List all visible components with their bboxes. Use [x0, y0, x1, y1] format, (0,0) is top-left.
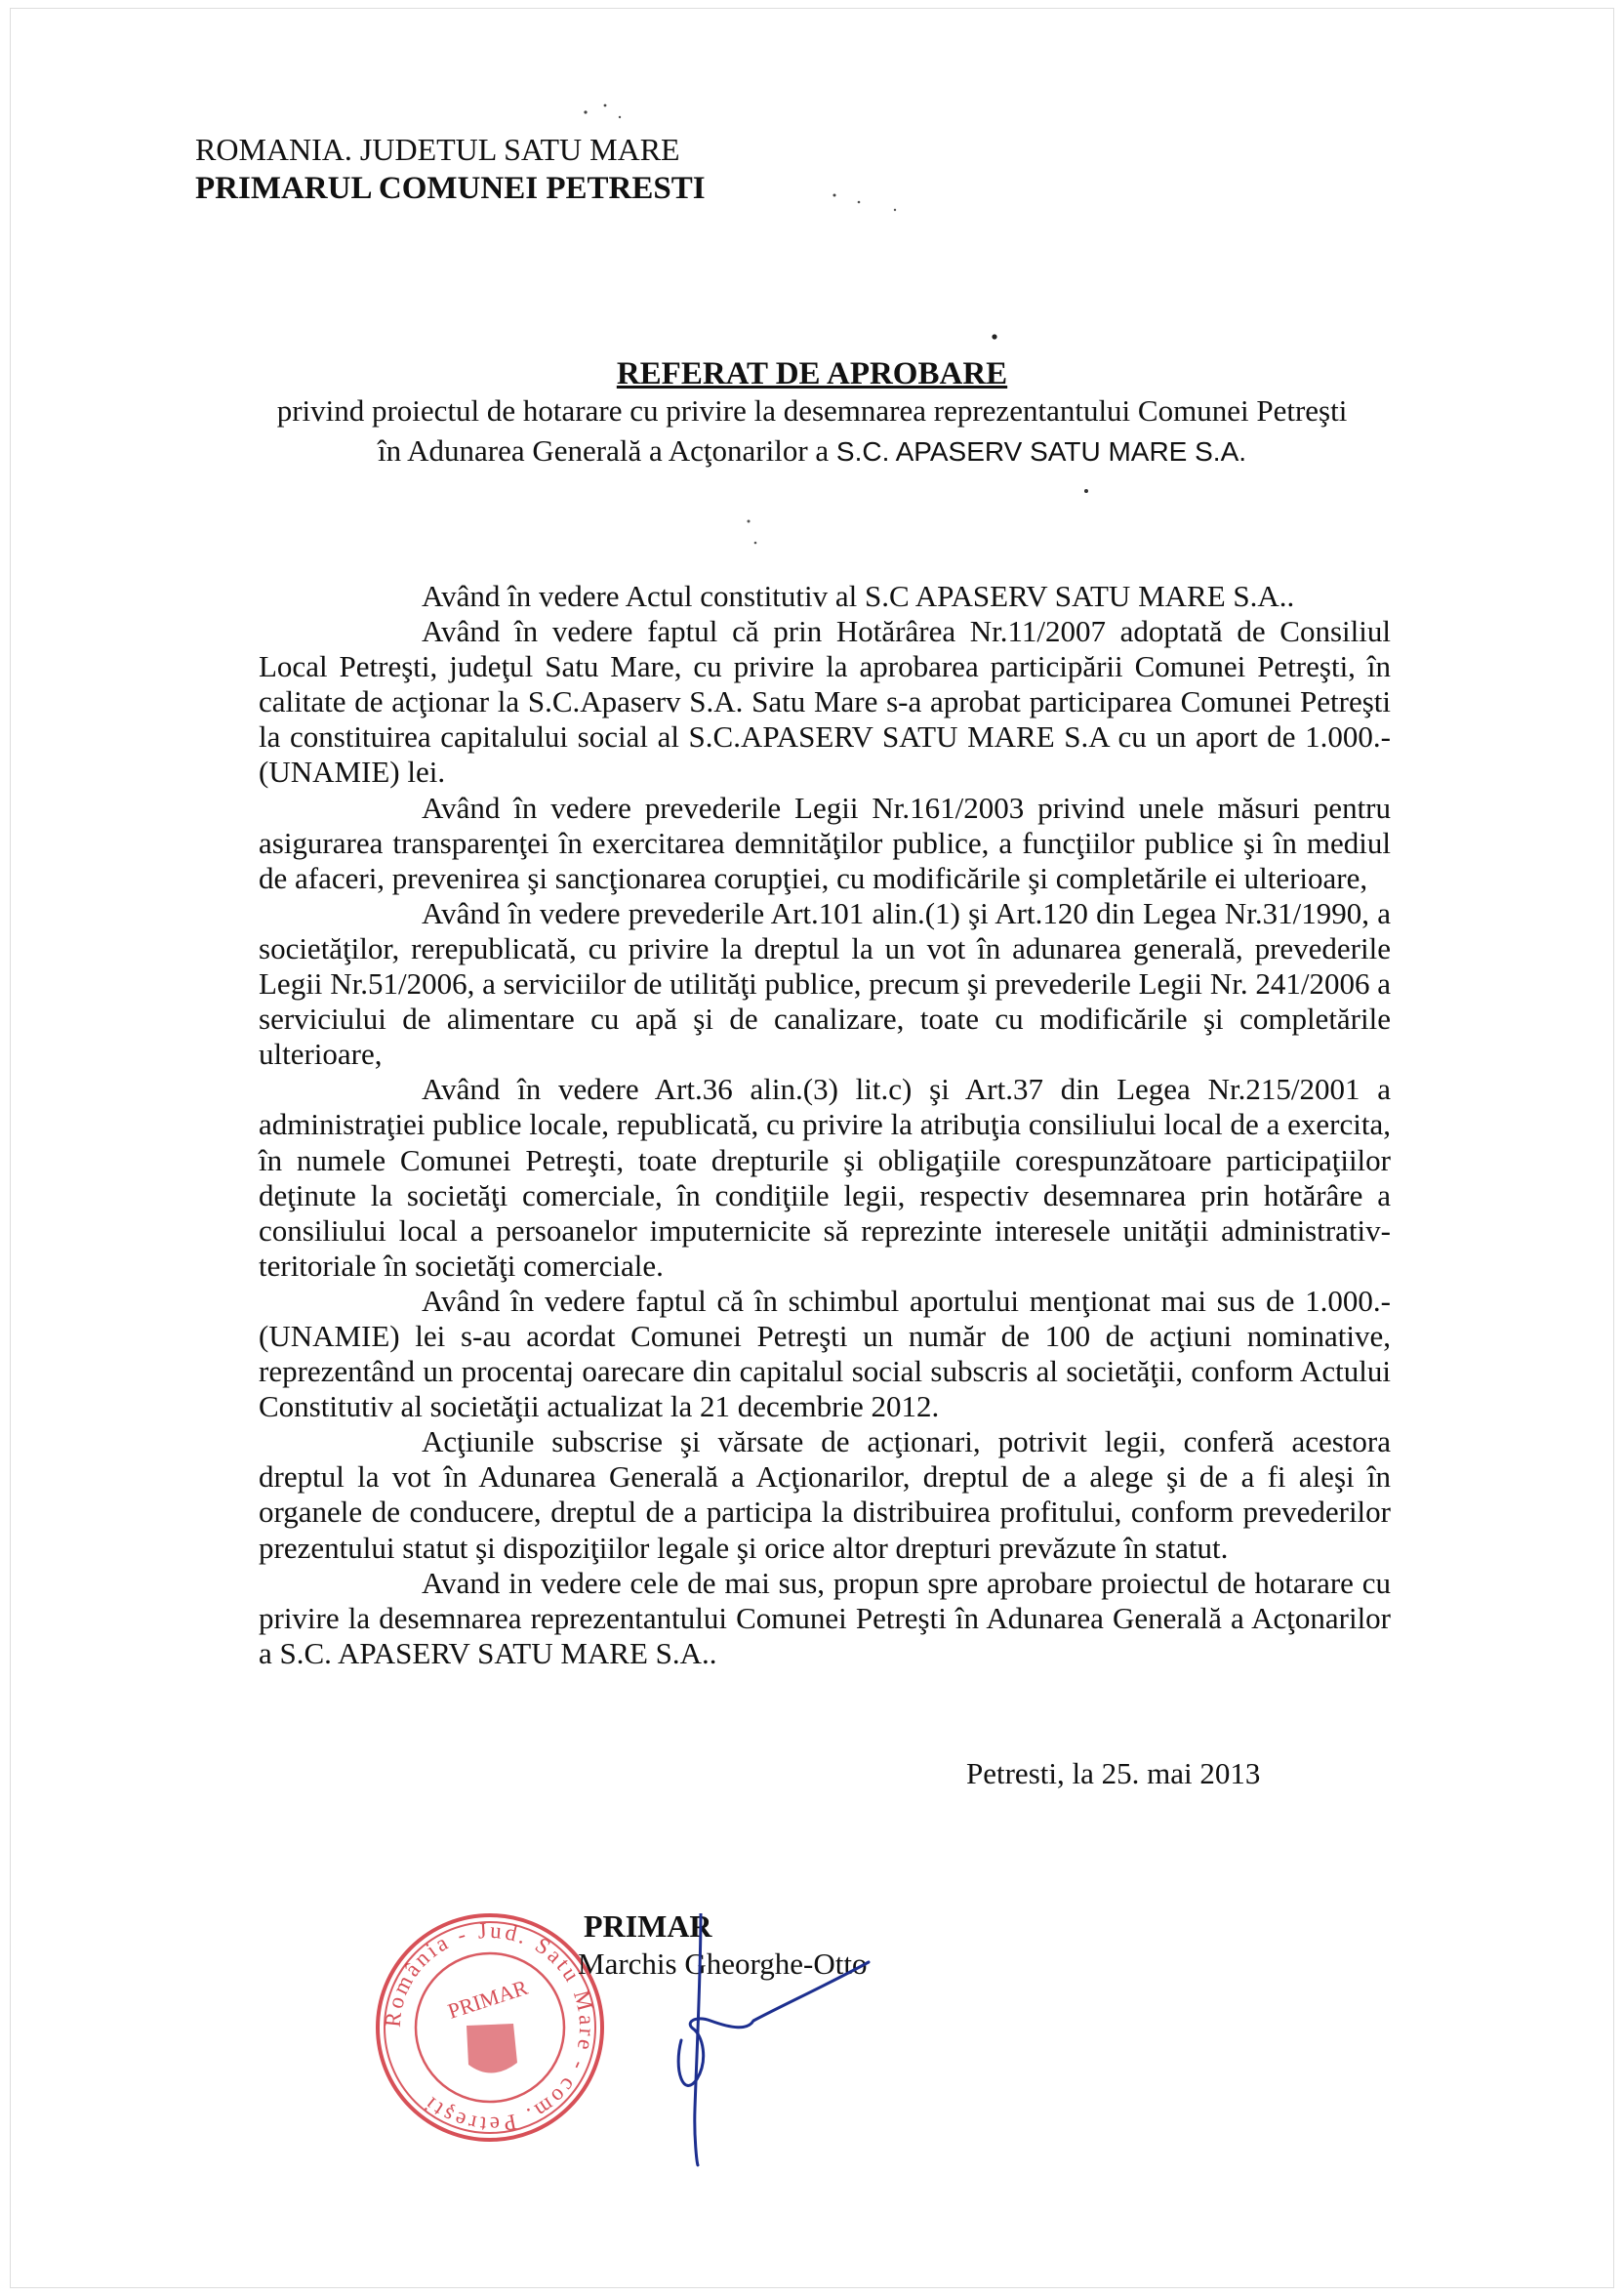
official-stamp: [371, 1908, 610, 2148]
subtitle-company-name: S.C. APASERV SATU MARE S.A.: [835, 436, 1247, 467]
stamp-crest-icon: [467, 2024, 517, 2073]
date-line: Petresti, la 25. mai 2013: [966, 1756, 1261, 1790]
paragraph-6: Având în vedere faptul că în schimbul aportului menţionat mai sus de 1.000.- (UNAMIE) lei s-au acordat Comunei Petreşti un număr de 100 de acţiuni nominative, reprezentând un procentaj oarecare din capitalul social subscris al societăţii, conform Actului Constitutiv al societăţii actualizat la 21 decembrie 2012.: [259, 1283, 1391, 1424]
document-subtitle-line2: [0, 433, 1624, 470]
header-office: PRIMARUL COMUNEI PETRESTI: [195, 171, 706, 206]
paragraph-2: Având în vedere faptul că prin Hotărârea Nr.11/2007 adoptată de Consiliul Local Petreşti, judeţul Satu Mare, cu privire la aprobarea participării Comunei Petreşti, în calitate de acţionar la S.C.Apaserv S.A. Satu Mare s-a aprobat participarea Comunei Petreşti la constituirea capitalului social al S.C.APASERV SATU MARE S.A cu un aport de 1.000.- (UNAMIE) lei.: [259, 614, 1391, 790]
signatory-name: Marchis Gheorghe-Otto: [578, 1947, 868, 1981]
header-county: ROMANIA. JUDETUL SATU MARE: [195, 132, 680, 167]
subtitle-line2-text: în Adunarea Generală a Acţonarilor a: [377, 433, 836, 468]
paragraph-8: Avand in vedere cele de mai sus, propun spre aprobare proiectul de hotarare cu privire la desemnarea reprezentantului Comunei Petreşti în Adunarea Generală a Acţonarilor a S.C. APASERV SATU MARE S.A..: [259, 1565, 1391, 1670]
paragraph-5: Având în vedere Art.36 alin.(3) lit.c) şi Art.37 din Legea Nr.215/2001 a administraţiei publice locale, republicată, cu privire la atribuţia consiliului local de a exercita, în numele Comunei Petreşti, toate drepturile şi obligaţiile corespunzătoare participaţiilor deţinute la societăţi comerciale, în condiţiile legii, respectiv desemnarea prin hotărâre a consiliului local a persoanelor imputernicite să reprezinte interesele unităţii administrativ-teritoriale în societăţi comerciale.: [259, 1072, 1391, 1283]
stamp-center-text: PRIMAR: [444, 1974, 531, 2024]
paragraph-4: Având în vedere prevederile Art.101 alin.(1) şi Art.120 din Legea Nr.31/1990, a societăţilor, rerepublicată, cu privire la dreptul la un vot în adunarea generală, prevederile Legii Nr.51/2006, a serviciilor de utilităţi publice, precum şi prevederile Legii Nr. 241/2006 a serviciului de alimentare cu apă şi de canalizare, toate cu modificările şi completările ulterioare,: [259, 895, 1391, 1072]
handwritten-signature-icon: [664, 1913, 898, 2167]
stamp-ring-text: România - Jud. Satu Mare - com. Petreşti: [380, 1917, 600, 2138]
document-title: REFERAT DE APROBARE: [616, 356, 1008, 391]
document-body: [259, 579, 1391, 1671]
paragraph-7: Acţiunile subscrise şi vărsate de acţionari, potrivit legii, conferă acestora dreptul la vot în Adunarea Generală a Acţionarilor, dreptul de a alege şi de a fi aleşi în organele de conducere, dreptul de a participa la distribuirea profitului, conform prevederilor prezentului statut şi dispoziţiilor legale şi orice altor drepturi prevăzute în statut.: [259, 1424, 1391, 1565]
document-subtitle-line1: privind proiectul de hotarare cu privire la desemnarea reprezentantului Comunei Petreşti: [276, 393, 1348, 428]
paragraph-3: Având în vedere prevederile Legii Nr.161/2003 privind unele măsuri pentru asigurarea transparenţei în exercitarea demnităţilor publice, a funcţiilor publice şi în mediul de afaceri, prevenirea şi sancţionarea corupţiei, cu modificările şi completările ei ulterioare,: [259, 790, 1391, 895]
signatory-role: PRIMAR: [584, 1908, 712, 1944]
paragraph-1: Având în vedere Actul constitutiv al S.C APASERV SATU MARE S.A..: [422, 579, 1295, 613]
